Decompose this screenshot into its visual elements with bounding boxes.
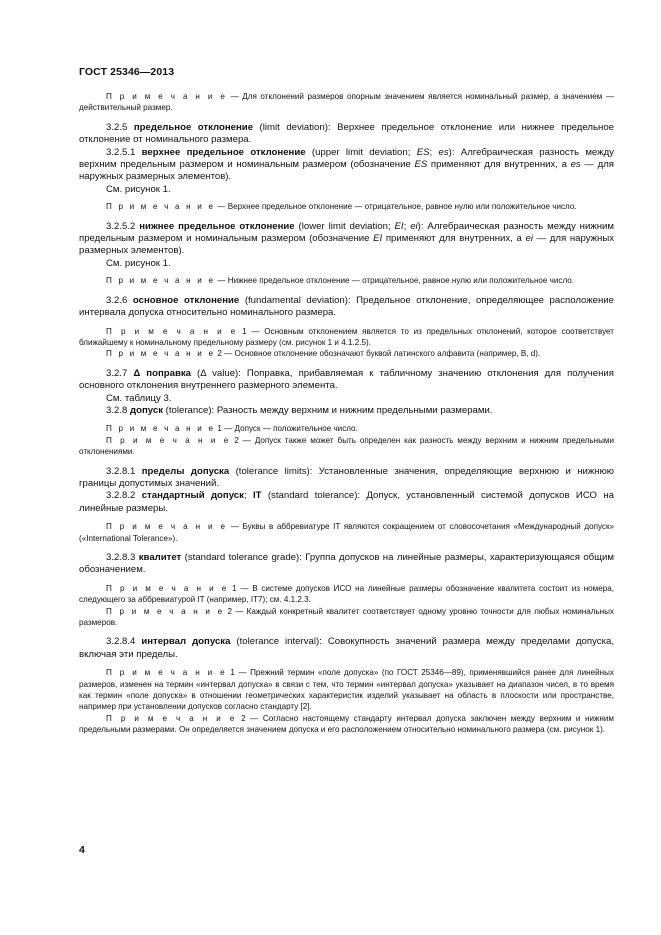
note-label: П р и м е ч а н и е — [106, 435, 231, 445]
text-fragment: 3.2.5 — [106, 121, 134, 133]
text-fragment: ; — [403, 220, 411, 232]
term-name: нижнее предельное отклонение — [139, 220, 295, 232]
text-fragment: — Буквы в аббревиатуре IT являются сокращением от словосочетания «Международный допуск» («International Tolerance»). — [79, 522, 615, 543]
note-tolerance-interval-1 — [79, 667, 614, 713]
text-fragment: (tolerance interval): Совокупность значений размера между пределами допуска, включая эти пределы. — [79, 636, 614, 660]
term-name: верхнее предельное отклонение — [141, 146, 306, 158]
text-fragment: 3.2.8.4 — [106, 636, 142, 648]
symbol: ei — [525, 233, 533, 245]
text-fragment: применяют для внутренних, а — [382, 233, 526, 245]
symbol: ES — [414, 159, 428, 171]
note-tolerance-2 — [79, 435, 614, 458]
term-name: основное отклонение — [132, 294, 240, 306]
term-name: IT — [252, 490, 262, 502]
text-fragment: ): Алгебраическая разность между верхним предельным размером и номинальным размером (обозначение — [79, 146, 614, 171]
note-reference-value — [79, 91, 614, 114]
term-name: допуск — [130, 404, 163, 416]
text-fragment: ; — [243, 490, 253, 502]
document-header: ГОСТ 25346—2013 — [79, 66, 175, 78]
note-label: П р и м е ч а н и е — [106, 713, 237, 723]
note-label: П р и м е ч а н и е — [106, 202, 216, 212]
note-label: П р и м е ч а н и е — [106, 276, 216, 286]
text-fragment: ): Алгебраическая разность между нижним предельным размером и номинальным размером (обозначение — [79, 220, 614, 245]
text-fragment: 2 — Каждый конкретный квалитет соответствует одному уровню точности для любых номинальных размеров. — [79, 606, 614, 628]
text-fragment: (tolerance): Разность между верхним и нижним предельными размерами. — [163, 404, 493, 416]
note-label: П р и м е ч а н и е — [106, 668, 227, 678]
note-lower-deviation — [79, 275, 614, 286]
text-fragment: 1 — Основным отклонением является то из предельных отклонений, которое соответствует ближайшему к номинальному предельному размеру (см. рисунок 1 и 4.1.2.5). — [79, 326, 614, 347]
term-tolerance-grade — [79, 552, 614, 577]
text-fragment: 2 — Основное отклонение обозначают буквой латинского алфавита (например, B, d). — [215, 349, 541, 359]
text-fragment: 1 — В системе допусков ИСО на линейные размеры обозначение квалитета состоит из номера, следующего за аббревиатурой IT (например, IT7); см. 4.1.2.3. — [79, 583, 615, 605]
note-label: П р и м е ч а н и е — [106, 424, 216, 434]
text-fragment: 2 — Допуск также может быть определен как разность между верхним и нижним предельными отклонениями. — [79, 435, 614, 457]
note-label: П р и м е ч а н и е — [106, 606, 225, 616]
term-name: предельное отклонение — [133, 121, 254, 133]
page-number: 4 — [79, 844, 85, 856]
text-fragment: ; — [429, 146, 439, 158]
text-fragment: 3.2.5.1 — [106, 146, 142, 158]
text-fragment: (limit deviation): Верхнее предельное отклонение или нижнее предельное отклонение от номинального размера. — [79, 121, 614, 146]
term-lower-limit-deviation — [79, 221, 614, 258]
term-upper-limit-deviation — [79, 147, 614, 184]
text-fragment: (Δ value): Поправка, прибавляемая к табличному значению отклонения для получения основного отклонения внутреннего размерного элемента. — [79, 367, 614, 392]
text-fragment: — для наружных размерных элементов). — [79, 233, 615, 257]
note-label: П р и м е ч а н и е — [106, 522, 228, 532]
text-fragment: (standard tolerance grade): Группа допусков на линейные размеры, характеризующаяся общим обозначением. — [79, 552, 614, 576]
text-fragment: (fundamental deviation): Предельное отклонение, определяющее расположение интервала допуска относительно номинального размера. — [79, 294, 614, 319]
text-fragment: (standard tolerance): Допуск, установленный системой допусков ИСО на линейные размеры. — [79, 490, 614, 514]
note-fundamental-deviation-1 — [79, 326, 614, 349]
text-fragment: (upper limit deviation; — [305, 146, 417, 158]
symbol: es — [570, 159, 581, 171]
text-fragment: 3.2.8.3 — [106, 552, 139, 563]
symbol: es — [438, 146, 449, 158]
see-figure-reference: См. рисунок 1. — [106, 257, 171, 269]
note-label: П р и м е ч а н и е — [106, 326, 238, 336]
text-fragment: 3.2.5.2 — [106, 220, 140, 232]
text-fragment: 3.2.6 — [106, 294, 133, 306]
text-fragment: 2 — Согласно настоящему стандарту интервал допуска заключен между верхним и нижним предельными размерами. Он определяется значением допуска и его расположением относительно номинального размера (см. рисунок 1). — [79, 713, 614, 735]
note-tolerance-grade-1 — [79, 583, 614, 606]
text-fragment: — для наружных размерных элементов). — [79, 159, 614, 183]
term-name: квалитет — [138, 552, 182, 563]
term-standard-tolerance — [79, 490, 614, 515]
note-fundamental-deviation-2 — [79, 348, 614, 359]
text-fragment: 1 — Допуск — положительное число. — [215, 424, 358, 434]
see-table-reference: См. таблицу 3. — [106, 392, 172, 404]
symbol: ES — [416, 146, 430, 158]
note-label: П р и м е ч а н и е — [106, 583, 229, 593]
text-fragment: (tolerance limits): Установленные значения, определяющие верхнюю и нижнюю границы допустимых значений. — [79, 465, 614, 489]
symbol: EI — [394, 220, 404, 232]
term-name: пределы допуска — [141, 465, 230, 477]
symbol: EI — [373, 233, 383, 245]
term-name: интервал допуска — [141, 636, 231, 648]
see-figure-reference: См. рисунок 1. — [106, 183, 171, 195]
term-name: стандартный допуск — [141, 490, 244, 502]
text-fragment: — Верхнее предельное отклонение — отрицательное, равное нулю или положительное число. — [215, 202, 577, 212]
text-fragment: 3.2.8.2 — [106, 490, 142, 502]
term-name: Δ поправка — [133, 367, 191, 379]
term-tolerance-interval — [79, 636, 614, 661]
term-limit-deviation — [79, 122, 614, 147]
note-text: — Для отклонений размеров опорным значением является номинальный размер, а значением — действительный размер. — [79, 92, 614, 113]
text-fragment: применяют для внутренних, а — [427, 159, 571, 171]
term-tolerance — [79, 405, 614, 417]
term-delta-value — [79, 368, 614, 393]
note-tolerance-interval-2 — [79, 713, 614, 736]
symbol: ei — [410, 220, 418, 232]
page-body — [79, 91, 614, 736]
text-fragment: 3.2.8 — [106, 404, 131, 416]
text-fragment: (lower limit deviation; — [294, 220, 395, 232]
note-label: П р и м е ч а н и е — [106, 92, 228, 101]
term-fundamental-deviation — [79, 295, 614, 320]
text-fragment: 3.2.8.1 — [106, 465, 142, 477]
note-it-abbreviation — [79, 521, 614, 544]
text-fragment: 1 — Прежний термин «поле допуска» (по ГОСТ 25346—89), применявшийся ранее для линейных размеров, изменен на термин «интервал допуска» в связи с тем, что термин «интервал допуска» указывает на диапазон чисел, в то время как термин «поле допуска» в отношении геометрических характеристик изделий указывает на область в плоскости или пространстве, например при установлении допусков согласно стандарту [2]. — [79, 668, 614, 712]
text-fragment: — Нижнее предельное отклонение — отрицательное, равное нулю или положительное число. — [215, 276, 575, 286]
note-upper-deviation — [79, 201, 614, 212]
note-tolerance-1 — [79, 423, 614, 434]
note-label: П р и м е ч а н и е — [106, 349, 216, 359]
text-fragment: 3.2.7 — [106, 367, 134, 379]
note-tolerance-grade-2 — [79, 606, 614, 629]
term-tolerance-limits — [79, 466, 614, 491]
